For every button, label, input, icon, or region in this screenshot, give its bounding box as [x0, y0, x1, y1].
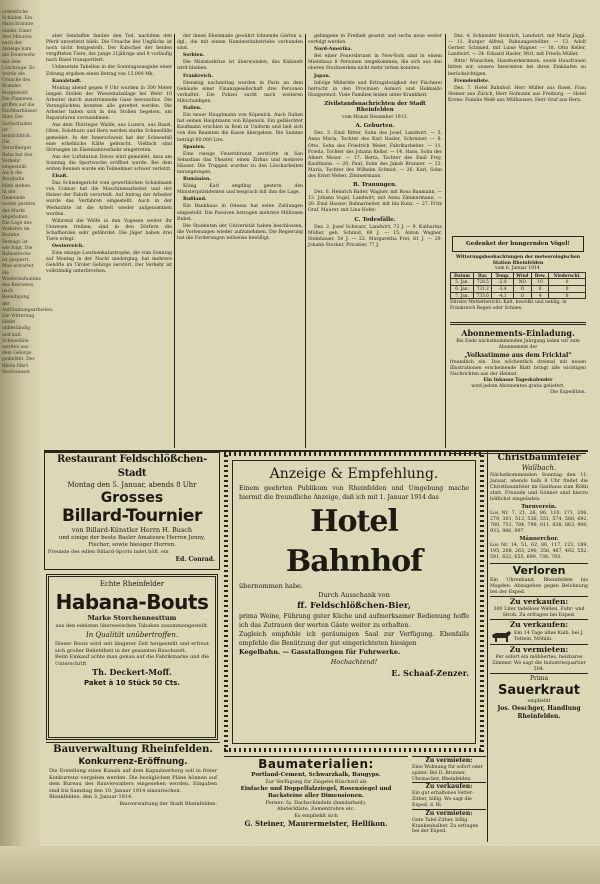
paragraph: König Karl empfing gestern den Ministerpräsidenten und besprach mit ihm die Lage.	[177, 184, 303, 196]
calf-icon	[490, 630, 512, 644]
hotel-heading: Anzeige & Empfehlung.	[269, 466, 439, 482]
births-list: Dez. 3. Emil Ritter, Sohn des Josef, Landwirt. — 5. Anna Maria, Tochter des Karl Hasler, Schreiner. — 8. Otto, Sohn des Friedrich Meier, Fabrikarbeiter. — 11. Frieda, Tochter des Johann Keller. — 14. Hans, Sohn des Albert Moser. — 17. Berta, Tochter des Emil Frey, Kaufmann. — 20. Paul, Sohn des Jakob Brunner. — 23. Maria, Tochter des Wilhelm Schmid. — 26. Karl, Sohn des Ernst Weber, Zimmermann.	[308, 131, 442, 179]
paragraph: Aus dem Thüringer Walde, aus Luzern, aus Basel, Olten, Solothurn und Bern werden starke Schneefälle gemeldet. In der Innerschweiz hat der Schneefall eine erhebliche Kälte gebracht. Vielfach sind Störungen im Eisenbahnverkehr eingetreten.	[46, 123, 172, 153]
paragraph: Aus der Luftstation Davos wird gemeldet, dass am Sonntag die Sportwoche eröffnet wurde. Bei dem ersten Rennen wurde ein Teilnehmer schwer verletzt.	[46, 154, 172, 172]
section-heading: Fremdenliste.	[454, 78, 490, 84]
bau-date: Rheinfelden, den 3. Januar 1914.	[49, 794, 133, 800]
hotel-serving: Durch Ausschank von	[318, 591, 390, 599]
paragraph: Dez. 7. Hotel Bahnhof: Herr Müller aus Basel, Frau Steiner aus Zürich, Herr Hofmann aus Freiburg. — Hotel Krone: Familie Weiß aus Mülhausen, Herr Graf aus Bern.	[448, 85, 586, 103]
section-heading: Elsaß.	[52, 174, 68, 180]
weather-cell: 0	[549, 292, 586, 299]
sale-text: 300 Liter tadellose Wellen, Fuhr- und Stroh. Zu erfragen bei Exped.	[493, 607, 585, 618]
paragraph: Bei einer Feuersbrunst in New-York sind in einem Mietshaus 8 Personen umgekommen, die sich aus den oberen Stockwerken nicht mehr retten konnten.	[308, 54, 442, 72]
weather-subtitle: vom 6. Januar 1914.	[494, 266, 542, 272]
building-administration-ad	[46, 742, 220, 843]
paragraph: Unbesetzte Tabellen in der Sonntagsausgabe einer Zeitung ergaben einen Betrag von 15.000 Mk.	[46, 65, 172, 77]
ornament-border	[224, 748, 484, 752]
table-row	[451, 279, 586, 286]
subscription-text: freundlich ein. Das wöchentlich dreimal mit neuen Illustrationen erscheinende Blatt bringt alle wichtigen Nachrichten aus der Heimat.	[450, 360, 586, 377]
event-date: Montag den 5. Januar, abends 8 Uhr	[67, 481, 197, 489]
marriages-heading: B. Trauungen.	[353, 182, 397, 189]
small-ad-text: Ein gut erhaltenes Vetter-Zither, billig. Wo sagt die Exped. d. Bl.	[412, 791, 474, 808]
materials-line: Es empfiehlt sich	[294, 812, 338, 819]
section-heading: Rußland.	[183, 197, 207, 203]
marriages-list: Dez. 6. Heinrich Bader, Wagner, mit Rosa Baumann. — 13. Johann Vogel, Landwirt, mit Anna Zimmermann. — 20. Emil Hauser, Bahnarbeiter, mit Ida Kunz. — 27. Fritz Graf, Maurer, mit Lina Hofer.	[308, 190, 442, 214]
materials-line: Zur Verfügung für Ziegelei Rüschwil als	[265, 779, 367, 785]
weather-header: Temp.	[492, 272, 513, 279]
hotel-greeting: Hochachtend!	[330, 658, 378, 666]
weather-cell: 733.0	[474, 292, 492, 299]
sale-text: Ein 14 Tage altes Kalb, bei J. Tettein, Möhlin.	[514, 631, 584, 642]
calf-ad-row	[490, 630, 588, 644]
subscription-intro: Bis Ende nächstkommenden Jahrgang laden wir zum Abonnement der	[456, 339, 580, 350]
lost-title: Verloren	[490, 563, 588, 578]
left-page-text: ordentliche Schäden. Ein Haus brannte nieder. Einer drei Minuten nach der Anzeige kam die Feuerwehr mit dem Löschzuge. Es wurde die Ursache des Brandes festgestellt. Die Flammen griffen auf die Nachbarhäuser über. Der Sachschaden ist beträchtlich. Die Vorarlberger Bahn hat den Verkehr eingestellt. Auch die Bergbahn blieb stehen. In der Gemeinde wurde gestern der Markt abgehalten. Die Lage des Verkehrs im Bezirke Vernago ist wie folgt. Die Bahnstrecke ist gesperrt. Man erwartet die Wiederaufnahme des Betriebes nach Beendigung der Aufräumungsarbeiten. Die Witterung bleibt unbeständig und kalt. Schneefälle werden aus dem Gebirge gemeldet. Der Rhein führt Hochwasser.	[2, 10, 54, 375]
page-bottom-margin	[0, 846, 600, 884]
hotel-ad-inner	[232, 460, 476, 744]
weather-cell: 0	[549, 285, 586, 292]
cigar-text-2: Beim Einkauf achte man genau auf die Fabrikmarke und die Unterschrift	[55, 654, 209, 667]
hotel-hall: Zugleich empfehle ich geräumigen Saal zur Verfügung. Ebenfalls empfehle die Benützung der gut eingerichteten hiesigen	[239, 631, 469, 647]
small-ad-title: Zu verkaufen:	[412, 782, 486, 791]
paragraph: Bitte! Wünschen, Handwerkerinnen, sowie Hausfrauen bitten wir, unsere Inserenten bei ihren Einkäufen zu berücksichtigen.	[448, 59, 586, 77]
hotel-intro: Einem geehrten Publikum von Rheinfelden und Umgebung mache hiermit die freundliche Anzeige, daß ich mit 1. Januar 1914 das	[239, 485, 469, 501]
weather-header: Bew.	[532, 272, 549, 279]
weather-cell: 7. Jan.	[451, 292, 474, 299]
table-row	[451, 285, 586, 292]
lottery-numbers-1: Los Nr. 7, 21, 26, 86, 110, 171, 206, 279, 301, 512, 536, 551, 574, 588, 692, 700, 751, 784, 799, 811, 838, 863, 900, 933, 986, 997.	[490, 511, 588, 534]
weather-header: Bar.	[474, 272, 492, 279]
weather-title: Witterungsbeobachtungen der meteorologischen Station Rheinfelden	[456, 255, 580, 266]
headline-grosses: Grosses	[100, 490, 164, 506]
article-column-2	[177, 34, 303, 446]
hotel-bowling: Kegelbahn. — Gasstallungen für Fuhrwerke.	[239, 648, 401, 656]
paragraph: Die Studenten der Universität haben beschlossen, die Vorlesungen wieder aufzunehmen. Die Regierung hat die Forderungen teilweise bewilligt.	[177, 223, 303, 241]
weather-cell: -4.1	[492, 292, 513, 299]
cigar-description: aus den edelsten überseeischen Tabaken zusammengestellt.	[55, 623, 209, 629]
paragraph: Eine einzige Lawinenkatastrophe, die vom Sonntag auf Montag in der Nacht niederging, hat mehrere Gehöfte im Tiroler Gebirge zerstört. Der Verkehr ist vollständig unterbrochen.	[46, 251, 172, 275]
bau-text: Die Erstellung eines Kanals auf dem Kapuzinerberg soll in freier Konkurrenz vergeben werden. Die bezüglichen Pläne können auf dem Bureau des Bauverwalters eingesehen werden. Eingaben sind bis Samstag den 10. Januar 1914 einzureichen.	[49, 768, 217, 794]
subscription-calendar-heading: Ein Inkasso Tageskalender	[483, 378, 553, 383]
sauerkraut-pre: Prima	[490, 673, 588, 683]
paragraph: Während die Wölfe in den Vogesen weiter ihr Unwesen treiben, sind in den Dörfern die Schafherden sehr gefährdet. Die Jäger haben drei Tiere erlegt.	[46, 218, 172, 242]
maennerchor-heading: Männerchor.	[519, 536, 559, 542]
weather-cell: 10	[532, 279, 549, 286]
christmas-title: Christbaumfeier	[497, 453, 581, 463]
rent-title: Zu vermieten:	[490, 644, 588, 655]
weather-cell: O	[513, 292, 532, 299]
sale-title: Zu verkaufen:	[490, 596, 588, 607]
section-heading: Kanalstadt.	[52, 78, 82, 84]
weather-note: Dürsler Wetterbericht: Kalt, bewölkt und neblig; in Frankreich Regen oder Schnee.	[450, 300, 567, 311]
paragraph: Eine riesige Feuersbrunst zerstörte in San Sebastian das Theater, einen Zirkus und mehrere Häuser. Die Truppen wurden zu den Löscharbeiten herangezogen.	[177, 151, 303, 175]
weather-header: Datum	[451, 272, 474, 279]
section-heading: Oesterreich.	[52, 244, 84, 250]
small-ad-text: Gute Tafel-Zither, billig. Krankenhalber. Zu erfragen bei der Exped.	[412, 817, 479, 835]
weather-cell: -2.0	[492, 279, 513, 286]
weather-header: Wind	[513, 272, 532, 279]
weather-cell: 6. Jan.	[451, 285, 474, 292]
hotel-service: prima Weine, Führung guter Küche und aufmerksamer Bedienung hoffe ich das Zutrauen der werten Gäste weiter zu erhalten.	[239, 613, 469, 629]
birds-notice: Gedenket der hungernden Vögel!	[466, 241, 570, 247]
host-signature: Ed. Conrad.	[175, 556, 215, 563]
section-heading: Rumänien.	[183, 177, 211, 183]
weather-table	[450, 272, 586, 299]
weather-cell: -3.4	[492, 285, 513, 292]
paragraph: der ihnen Ebenmaße gewährt lohnende Gärten u. dgl., die mit einem Handwerksbetriebe verbunden sind.	[177, 34, 303, 52]
paragraph: Ein neuer Hauptmann von Köpenick. Auch Italien hat seinen Hauptmann von Köpenick. Ein gefälschter Kaufmann erschien in Rom in Uniform und ließ sich von den Beamten die Kasse übergeben. Die Summe beträgt 60.000 Lire.	[177, 113, 303, 143]
bau-signature: Bauverwaltung der Stadt Rheinfelden.	[119, 801, 217, 807]
sale-title: Zu verkaufen:	[490, 619, 588, 630]
weather-cell: 0	[549, 279, 586, 286]
article-column-1	[46, 34, 172, 446]
cigar-text: Dieser Bouts wird seit längerer Zeit hergestellt und erfreut sich großer Beliebtheit in der gesamten Rauchwelt.	[55, 641, 209, 654]
sauerkraut-text: empfiehlt	[527, 699, 551, 704]
bau-subtitle: Konkurrenz-Eröffnung.	[78, 757, 188, 767]
births-heading: A. Geburten.	[355, 123, 395, 130]
weather-cell: 8	[532, 285, 549, 292]
performer: von Billard-Künstler Herrn H. Busch	[71, 526, 193, 534]
section-heading: Japan.	[314, 73, 331, 79]
ornament-border	[480, 452, 484, 752]
weather-cell: NO	[513, 279, 532, 286]
paragraph: Das Schiedsgericht vom gewerblichen Schiedsamt von Colmar hat die Maschinenarbeiter und der Heizer der Fabrik verurteilt. Auf Antrag der Arbeiter wurde das Verfahren eingestellt. Auch in der Werkstätte ist die Arbeit wieder aufgenommen worden.	[46, 181, 172, 217]
sauerkraut-signature: Jos. Oeschger, Handlung Rheinfelden.	[497, 705, 581, 720]
weather-cell: 4	[532, 292, 549, 299]
cigar-quality: In Qualität unübertroffen.	[85, 631, 179, 639]
lost-text: Ein Uhrenband, Rheinfelden bis Magden. Abzugeben gegen Belohnung bei der Exped.	[490, 578, 588, 595]
subscription-notice	[450, 322, 586, 454]
section-heading: Nord-Amerika.	[314, 47, 353, 53]
hotel-takeover: übernommen habe.	[239, 582, 303, 590]
civil-register-subtitle: vom Monat Dezember 1913.	[341, 115, 408, 121]
paragraph: aber Sendaffen fanden den Tod, nachdem den Pferd unverletzt blieb. Die Ursache des Unglücks ist noch nicht festgestellt. Der Kutscher der beiden vergifteten Tiere, der junge 21jährige und 8 vorläufig nach Basel transportiert.	[46, 34, 172, 64]
materials-line: Portland-Cement, Schwarzkalk, Baugyps.	[251, 772, 381, 778]
weather-cell: 728.5	[474, 279, 492, 286]
weather-cell: O	[513, 285, 532, 292]
small-ad-title: Zu vermieten:	[425, 757, 473, 764]
cigar-brand: Habana-Bouts	[55, 590, 209, 614]
civil-register-title: Zivilstandsnachrichten der Stadt Rheinfelden	[324, 100, 426, 114]
cigar-mark: Marke Storchennesttum	[87, 614, 177, 622]
hotel-name: Hotel Bahnhof	[285, 504, 423, 579]
christmas-location: Wallbach.	[521, 464, 557, 472]
paragraph: Dez. 4. Schneider Heinrich, Landwirt, mit Maria Jäggi. — 11. Burger Alfred, Bahnangestellter. — 12. Adolf Gerber, Schmied, mit Luise Wagner. — 18. Otto Keller, Landwirt. — 24. Eduard Hasler, Wirt, mit Frieda Müller.	[448, 34, 586, 58]
hotel-bahnhof-ad	[224, 452, 484, 752]
paragraph: gefangene in Freiheit gesetzt und sechs neue weiter verfolgt werden.	[308, 34, 442, 46]
table-row	[451, 292, 586, 299]
turnverein-heading: Turnverein.	[521, 504, 557, 510]
participants: und einige der beste Basler Amateure Herren Jenny, Fischer, sowie hiesiger Herren.	[58, 535, 206, 548]
cigar-price: Paket à 10 Stück 50 Cts.	[83, 679, 181, 687]
paragraph: Montag abend gegen 9 Uhr wurden in 300 Meter langen Stollen der Wiesentalanlage bei Wehr 10 Arbeiter durch ausströmende Gase bewusstlos. Die Verunglückten konnten alle gerettet werden. Die Arbeiter haben sich in den Stollen begeben, um Reparaturen vorzunehmen.	[46, 85, 172, 122]
ornament-border	[224, 452, 228, 752]
building-materials-ad	[224, 756, 408, 843]
subscription-title: Abonnements-Einladung.	[461, 328, 575, 338]
birds-notice-box	[452, 236, 584, 252]
weather-cell: 5. Jan.	[451, 279, 474, 286]
section-heading: Frankreich.	[183, 73, 213, 79]
weather-header: Niederschl.	[549, 272, 586, 279]
small-ad-title: Zu vermieten:	[412, 809, 486, 818]
newspaper-name: „Volksstimme aus dem Fricktal“	[464, 352, 572, 359]
sauerkraut-title: Sauerkraut	[498, 683, 580, 698]
column-rule	[174, 34, 175, 448]
deaths-list: Dez. 2. Josef Schwarz, Landwirt, 72 J. — 9. Katharina Müller, geb. Schmid, 68 J. — 15. Anton Wagner, Steinhauer, 54 J. — 22. Margaretha Frei, 81 J. — 29. Johann Stocker, Privatier, 77 J.	[308, 224, 442, 248]
cigar-pre: Echte Rheinfelder	[99, 580, 165, 588]
hotel-signature: E. Schaaf-Zenzer.	[391, 668, 469, 678]
materials-line: Backsteine aller Dimensionen.	[267, 792, 365, 799]
left-adjacent-page	[0, 0, 54, 884]
column-rule	[487, 452, 488, 842]
paragraph: Ein Bankhaus in Odessa hat seine Zahlungen eingestellt. Die Passiven betragen mehrere Millionen Rubel.	[177, 204, 303, 222]
cigar-signature: Th. Deckert-Moff.	[92, 667, 172, 677]
small-ad-text: Eine Wohnung für sofort oder später. Bei D. Brunner, Uhrmacher, Rheinfelden.	[412, 765, 483, 782]
deaths-heading: C. Todesfälle.	[354, 216, 396, 223]
paragraph: Dienstag nachmittag wurden in Paris an dem Gebäude einer Finanzgesellschaft drei Personen verhaftet. Die Polizei sucht nach weiteren Mitschuldigen.	[177, 80, 303, 104]
materials-signature: G. Steiner, Maurermeister, Hellikon.	[244, 819, 388, 828]
subscription-signature: Die Expedition.	[550, 390, 586, 395]
weather-report	[450, 255, 586, 319]
paragraph: Infolge Mißernte und Ertragslosigkeit der Fischerei herrscht in den Provinzen Aomori und Hokkaido Hungersnot. Viele Familien leiden unter Krankheit.	[308, 80, 442, 98]
bau-title: Bauverwaltung Rheinfelden.	[53, 744, 213, 755]
materials-line: Ferner: Ia. Dachschindeln (handarbeit).	[265, 799, 367, 806]
beer-brand: ff. Feldschlößchen-Bier,	[297, 601, 411, 611]
article-column-3	[308, 34, 442, 446]
section-heading: Serbien.	[183, 53, 205, 59]
headline-billard-tournier: Billard-Tournier	[62, 506, 202, 526]
cigar-ad	[46, 574, 218, 740]
section-heading: Italien.	[183, 106, 202, 112]
small-ads-column	[412, 756, 486, 843]
materials-line: Absteckliste, Zementrohre etc.	[276, 806, 356, 812]
restaurant-name: Restaurant Feldschlößchen-Stadt	[57, 454, 207, 479]
subscription-calendar-text: wird jedem Abonnenten gratis geliefert.	[471, 384, 565, 389]
weather-cell: 731.2	[474, 285, 492, 292]
column-rule	[445, 34, 446, 448]
section-heading: Spanien.	[183, 144, 206, 150]
article-column-4	[448, 34, 586, 234]
paragraph: Die Ministerkrise ist überwunden, das Kabinett wird bleiben.	[177, 60, 303, 72]
materials-line: Einfache und Doppelfalzziegel, Rosenziegel und	[240, 785, 392, 792]
billiard-tournament-ad	[44, 452, 220, 570]
materials-title: Baumaterialien:	[258, 757, 374, 771]
right-ads-column	[490, 452, 588, 842]
ornament-border	[224, 452, 484, 456]
rent-text: Per sofort ein möbliertes, heizbares Zimmer. Wo sagt die Industriequartier 504.	[492, 655, 586, 672]
lottery-numbers-2: Los Nr. 14, 51, 62, 86, 117, 123, 189, 195, 208, 263, 290, 356, 487, 492, 552, 591, 622, 655, 699, 738, 783.	[490, 543, 588, 560]
column-rule	[305, 34, 306, 448]
christmas-text: Nächstkommenden Sonntag den 11. Januar, abends halb 8 Uhr findet die Christbaumfeier im Gasthaus zum Rößli statt. Freunde und Gönner sind hierzu höflichst eingeladen.	[490, 473, 588, 502]
invitation: Freunde des edlen Billard-Sports ladet höfl. ein	[48, 549, 169, 555]
